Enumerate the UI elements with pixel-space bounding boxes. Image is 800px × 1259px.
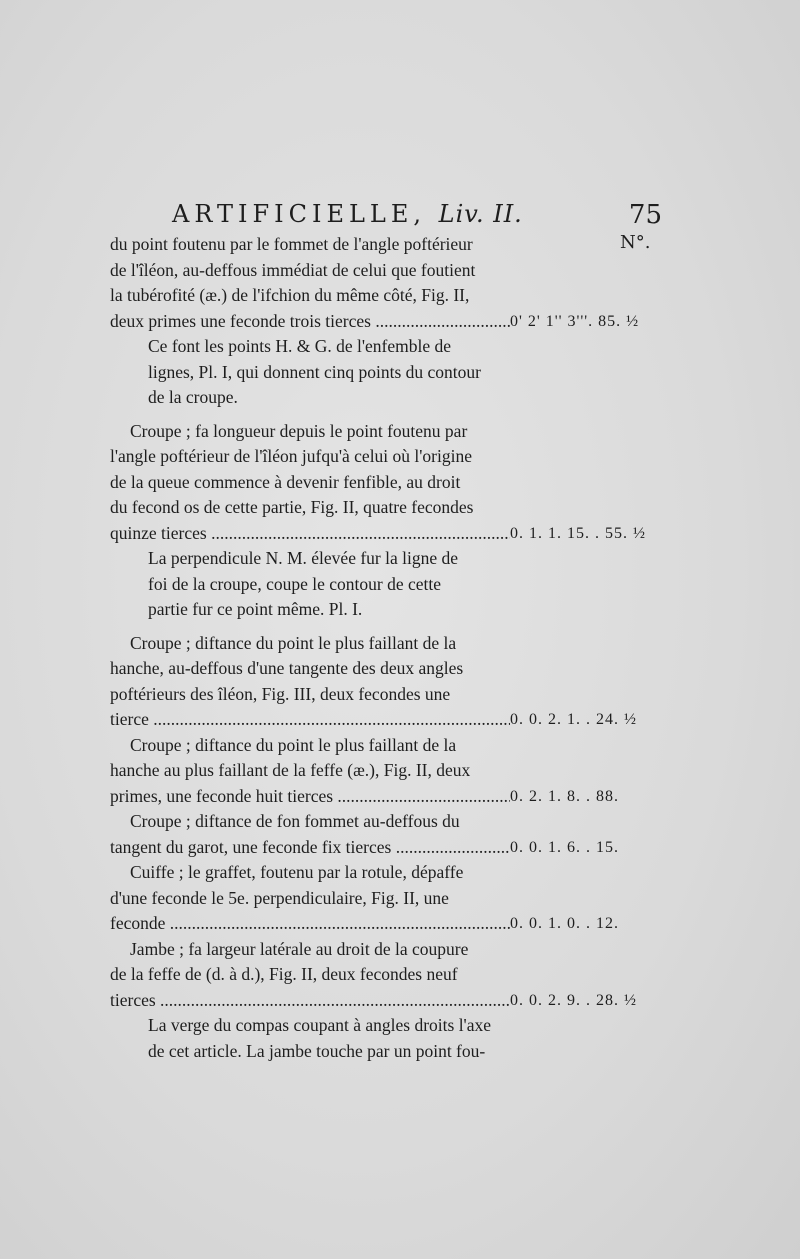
text-line xyxy=(110,495,670,521)
text-line xyxy=(110,1039,670,1065)
line-text: foi de la croupe, coupe le contour de cette xyxy=(148,573,441,594)
text-line xyxy=(110,334,670,360)
line-text: l'angle poftérieur de l'îléon jufqu'à celui où l'origine xyxy=(110,446,473,466)
line-text: tierces ..... xyxy=(110,988,510,1014)
page-number: 75 xyxy=(628,200,662,230)
line-text: hanche au plus faillant de la feffe (æ.), Fig. II, deux xyxy=(110,760,471,780)
text-line xyxy=(110,860,670,886)
text-line xyxy=(110,546,670,572)
line-text: de cet article. La jambe touche par un point fou- xyxy=(148,1040,486,1061)
measurement-values: 0. 0. 1. 6. . 15. xyxy=(510,838,619,856)
text-line xyxy=(110,360,670,386)
text-line xyxy=(110,886,670,912)
text-line xyxy=(110,784,670,810)
measurement-entries xyxy=(110,232,670,1064)
measurement-values: 0. 2. 1. 8. . 88. xyxy=(510,787,619,805)
text-line xyxy=(110,470,670,496)
line-text: partie fur ce point même. Pl. I. xyxy=(148,599,363,619)
text-line xyxy=(110,656,670,682)
text-line xyxy=(110,597,670,623)
line-text: de la feffe de (d. à d.), Fig. II, deux fecondes neuf xyxy=(110,964,458,984)
dot-leader xyxy=(110,707,510,733)
line-text: lignes, Pl. I, qui donnent cinq points du contour xyxy=(148,361,481,382)
line-text: Croupe ; diftance du point le plus faillant de la xyxy=(130,632,457,653)
text-line xyxy=(110,911,670,937)
text-line xyxy=(110,419,670,445)
line-text: deux primes une feconde trois tierces ..... xyxy=(110,309,510,335)
text-line xyxy=(110,444,670,470)
text-line xyxy=(110,521,670,547)
measurement-values: 0. 0. 2. 1. . 24. ½ xyxy=(510,711,637,728)
line-text: de l'îléon, au-deffous immédiat de celui que foutient xyxy=(110,259,476,280)
text-line xyxy=(110,835,670,861)
line-text: Ce font les points H. & G. de l'enfemble de xyxy=(148,336,452,356)
dot-leader xyxy=(110,911,510,937)
line-text: de la croupe. xyxy=(148,387,238,407)
line-text: primes, une feconde huit tierces ..... xyxy=(110,784,510,810)
text-line xyxy=(110,309,670,335)
line-text: la tubérofité (æ.) de l'ifchion du même côté, Fig. II, xyxy=(110,285,470,305)
text-line xyxy=(110,572,670,598)
text-line xyxy=(110,258,670,284)
text-line xyxy=(110,962,670,988)
text-line xyxy=(110,385,670,411)
line-text: tierce ..... xyxy=(110,707,510,733)
text-line xyxy=(110,988,670,1014)
column-heading: N°. xyxy=(620,232,651,253)
line-text: hanche, au-deffous d'une tangente des deux angles xyxy=(110,658,464,678)
line-text: Croupe ; fa longueur depuis le point foutenu par xyxy=(130,420,468,441)
dot-leader xyxy=(110,784,510,810)
line-text: Croupe ; diftance du point le plus faillant de la xyxy=(130,734,457,755)
measurement-values: 0. 1. 1. 15. . 55. ½ xyxy=(510,524,646,542)
text-line xyxy=(110,232,670,258)
text-line xyxy=(110,733,670,759)
dot-leader xyxy=(110,988,510,1014)
paragraph-gap xyxy=(110,623,670,631)
line-text: Cuiffe ; le graffet, foutenu par la rotule, dépaffe xyxy=(130,862,464,882)
measurement-values: 0. 0. 2. 9. . 28. ½ xyxy=(510,991,637,1009)
line-text: quinze tierces ..... xyxy=(110,521,510,547)
line-text: d'une feconde le 5e. perpendiculaire, Fig. II, une xyxy=(110,887,449,908)
line-text: La verge du compas coupant à angles droits l'axe xyxy=(148,1015,491,1035)
text-line xyxy=(110,283,670,309)
measurement-values: 0' 2' 1'' 3'''. 85. ½ xyxy=(510,312,640,330)
line-text: de la queue commence à devenir fenfible, au droit xyxy=(110,471,461,492)
line-text: Croupe ; diftance de fon fommet au-deffous du xyxy=(130,811,460,831)
text-line xyxy=(110,758,670,784)
line-text: poftérieurs des îléon, Fig. III, deux fecondes une xyxy=(110,683,451,704)
line-text: Jambe ; fa largeur latérale au droit de la coupure xyxy=(130,938,469,959)
dot-leader xyxy=(110,835,510,861)
dot-leader xyxy=(110,309,510,335)
text-line xyxy=(110,1013,670,1039)
text-line xyxy=(110,631,670,657)
text-line xyxy=(110,937,670,963)
text-line xyxy=(110,682,670,708)
measurement-values: 0. 0. 1. 0. . 12. xyxy=(510,915,619,932)
line-text: du point foutenu par le fommet de l'angle poftérieur xyxy=(110,234,473,254)
dot-leader xyxy=(110,521,510,547)
line-text: tangent du garot, une feconde fix tierces ..... xyxy=(110,835,510,861)
paragraph-gap xyxy=(110,411,670,419)
running-header xyxy=(172,200,662,236)
line-text: feconde ..... xyxy=(110,911,510,937)
text-line xyxy=(110,809,670,835)
line-text: La perpendicule N. M. élevée fur la ligne de xyxy=(148,548,459,568)
line-text: du fecond os de cette partie, Fig. II, quatre fecondes xyxy=(110,497,474,517)
running-title: ARTIFICIELLE, Liv. II. xyxy=(172,200,523,228)
running-title-italic: Liv. II. xyxy=(438,200,523,228)
text-line xyxy=(110,707,670,733)
